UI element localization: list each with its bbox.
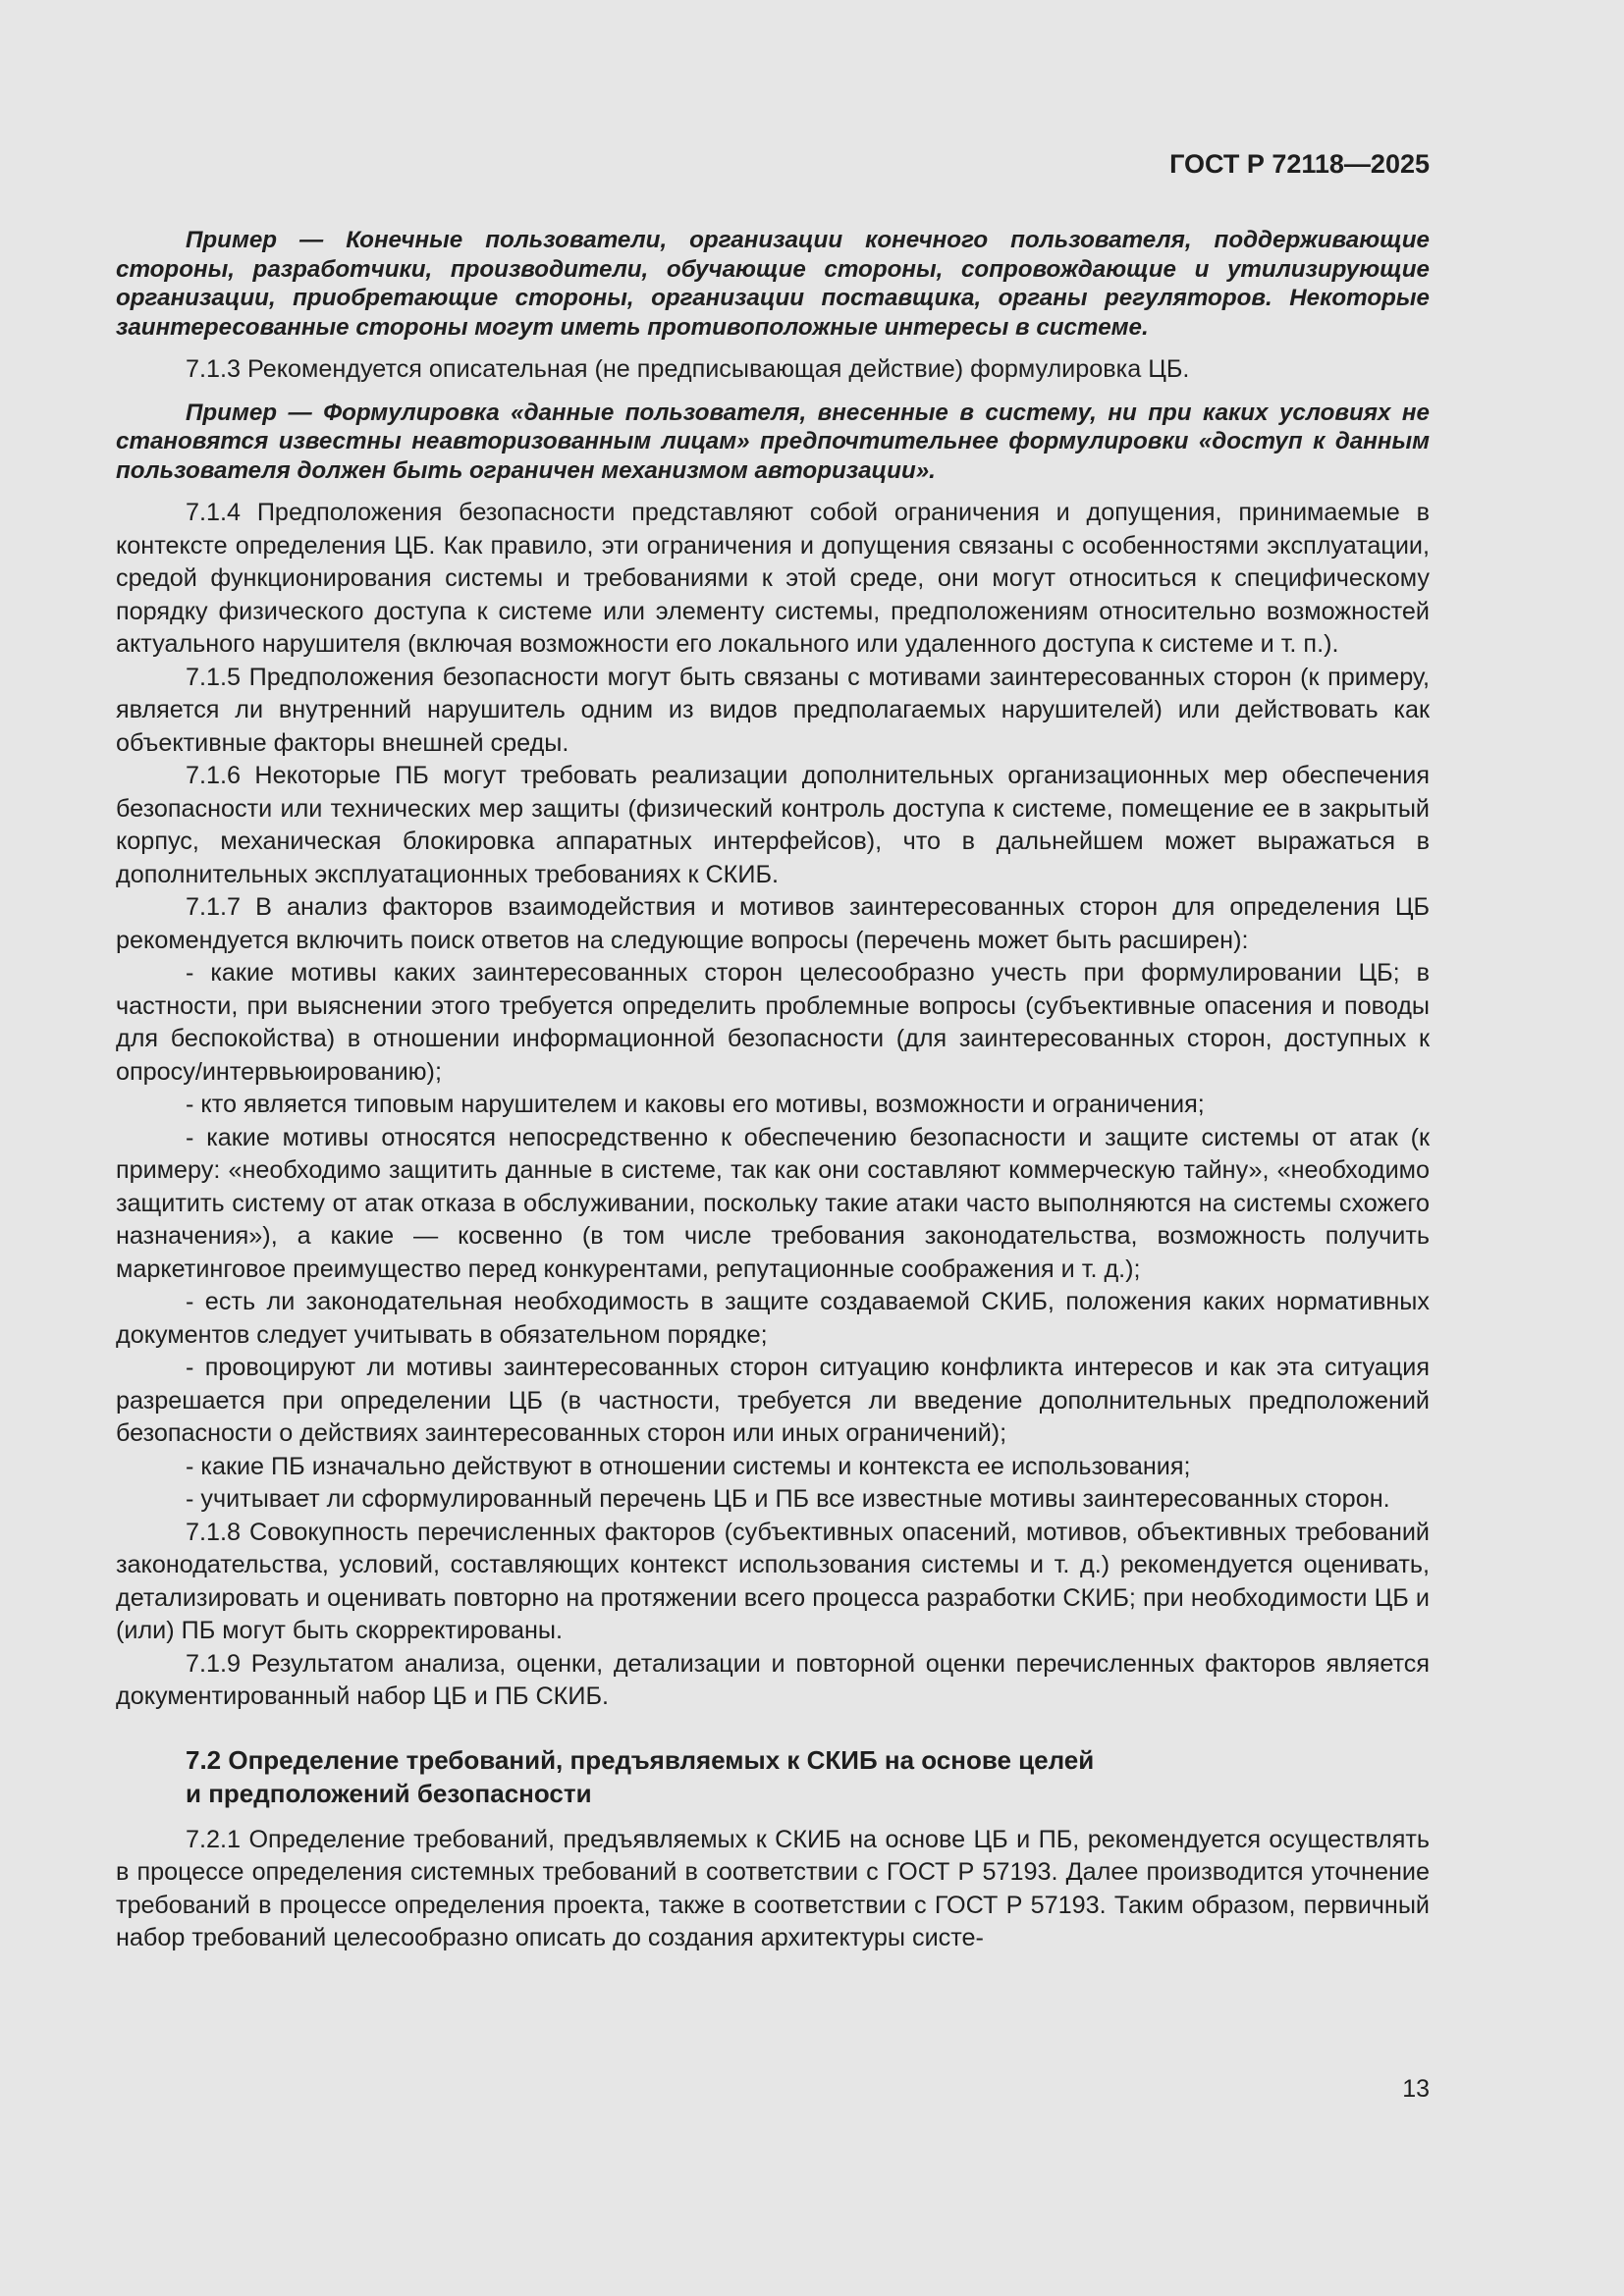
list-item: - провоцируют ли мотивы заинтересованных сторон ситуацию конфликта интересов и как эта ситуация разрешается при определении ЦБ (в частности, требуется ли введение дополнительных предположений безопасности о действиях заинтересованных сторон или иных ограничений);	[116, 1354, 1430, 1447]
document-body	[116, 226, 1430, 1955]
clause-7-1-3: 7.1.3 Рекомендуется описательная (не предписывающая действие) формулировка ЦБ.	[186, 355, 1190, 383]
clause-7-1-6: 7.1.6 Некоторые ПБ могут требовать реализации дополнительных организационных мер обеспечения безопасности или технических мер защиты (физический контроль доступа к системе, помещение ее в закрытый корпус, механическая блокировка аппаратных интерфейсов), что в дальнейшем может выражаться в дополнительных эксплуатационных требованиях к СКИБ.	[116, 762, 1430, 888]
list-item: - есть ли законодательная необходимость в защите создаваемой СКИБ, положения каких нормативных документов следует учитывать в обязательном порядке;	[116, 1288, 1430, 1349]
list-item: - кто является типовым нарушителем и каковы его мотивы, возможности и ограничения;	[186, 1091, 1205, 1118]
example-note: Пример — Конечные пользователи, организации конечного пользователя, поддерживающие стороны, разработчики, производители, обучающие стороны, сопровождающие и утилизирующие организации, приобретающие стороны, организации поставщика, органы регуляторов. Некоторые заинтересованные стороны могут иметь противоположные интересы в системе.	[116, 227, 1430, 341]
section-heading	[116, 1743, 1430, 1810]
list-item: - какие мотивы каких заинтересованных сторон целесообразно учесть при формулировании ЦБ; в частности, при выяснении этого требуется определить проблемные вопросы (субъективные опасения и поводы для беспокойства) в отношении информационной безопасности (для заинтересованных сторон, доступных к опросу/интервьюированию);	[116, 959, 1430, 1086]
list-item: - какие мотивы относятся непосредственно к обеспечению безопасности и защите системы от атак (к примеру: «необходимо защитить данные в системе, так как они составляют коммерческую тайну», «необходимо защитить систему от атак отказа в обслуживании, поскольку такие атаки часто выполняются на системы схожего назначения»), а какие — косвенно (в том числе требования законодательства, возможность получить маркетинговое преимущество перед конкурентами, репутационные соображения и т. д.);	[116, 1123, 1430, 1283]
document-standard-id: ГОСТ Р 72118—2025	[1169, 149, 1430, 179]
list-item: - какие ПБ изначально действуют в отношении системы и контекста ее использования;	[186, 1452, 1191, 1480]
list-item: - учитывает ли сформулированный перечень ЦБ и ПБ все известные мотивы заинтересованных сторон.	[186, 1485, 1390, 1513]
clause-7-1-7: 7.1.7 В анализ факторов взаимодействия и мотивов заинтересованных сторон для определения ЦБ рекомендуется включить поиск ответов на следующие вопросы (перечень может быть расширен):	[116, 893, 1430, 954]
clause-7-1-8: 7.1.8 Совокупность перечисленных факторов (субъективных опасений, мотивов, объективных требований законодательства, условий, составляющих контекст использования системы и т. д.) рекомендуется оценивать, детализировать и оценивать повторно на протяжении всего процесса разработки СКИБ; при необходимости ЦБ и (или) ПБ могут быть скорректированы.	[116, 1518, 1430, 1644]
clause-7-2-1: 7.2.1 Определение требований, предъявляемых к СКИБ на основе ЦБ и ПБ, рекомендуется осуществлять в процессе определения системных требований в соответствии с ГОСТ Р 57193. Далее производится уточнение требований в процессе определения проекта, также в соответствии с ГОСТ Р 57193. Таким образом, первичный набор требований целесообразно описать до создания архитектуры систе-	[116, 1825, 1430, 1951]
clause-7-1-4: 7.1.4 Предположения безопасности представляют собой ограничения и допущения, принимаемые в контексте определения ЦБ. Как правило, эти ограничения и допущения связаны с особенностями эксплуатации, средой функционирования системы и требованиями к этой среде, они могут относиться к специфическому порядку физического доступа к системе или элементу системы, предположениям относительно возможностей актуального нарушителя (включая возможности его локального или удаленного доступа к системе и т. п.).	[116, 499, 1430, 658]
clause-7-1-9: 7.1.9 Результатом анализа, оценки, детализации и повторной оценки перечисленных факторов является документированный набор ЦБ и ПБ СКИБ.	[116, 1649, 1430, 1710]
example-note: Пример — Формулировка «данные пользователя, внесенные в систему, ни при каких условиях не становятся известны неавторизованным лицам» предпочтительнее формулировки «доступ к данным пользователя должен быть ограничен механизмом авторизации».	[116, 399, 1430, 484]
page-number: 13	[1402, 2075, 1430, 2103]
section-heading-line: и предположений безопасности	[186, 1778, 592, 1808]
section-heading-line: 7.2 Определение требований, предъявляемых к СКИБ на основе целей	[186, 1744, 1095, 1775]
clause-7-1-5: 7.1.5 Предположения безопасности могут быть связаны с мотивами заинтересованных сторон (к примеру, является ли внутренний нарушитель одним из видов предполагаемых нарушителей) или действовать как объективные факторы внешней среды.	[116, 663, 1430, 757]
